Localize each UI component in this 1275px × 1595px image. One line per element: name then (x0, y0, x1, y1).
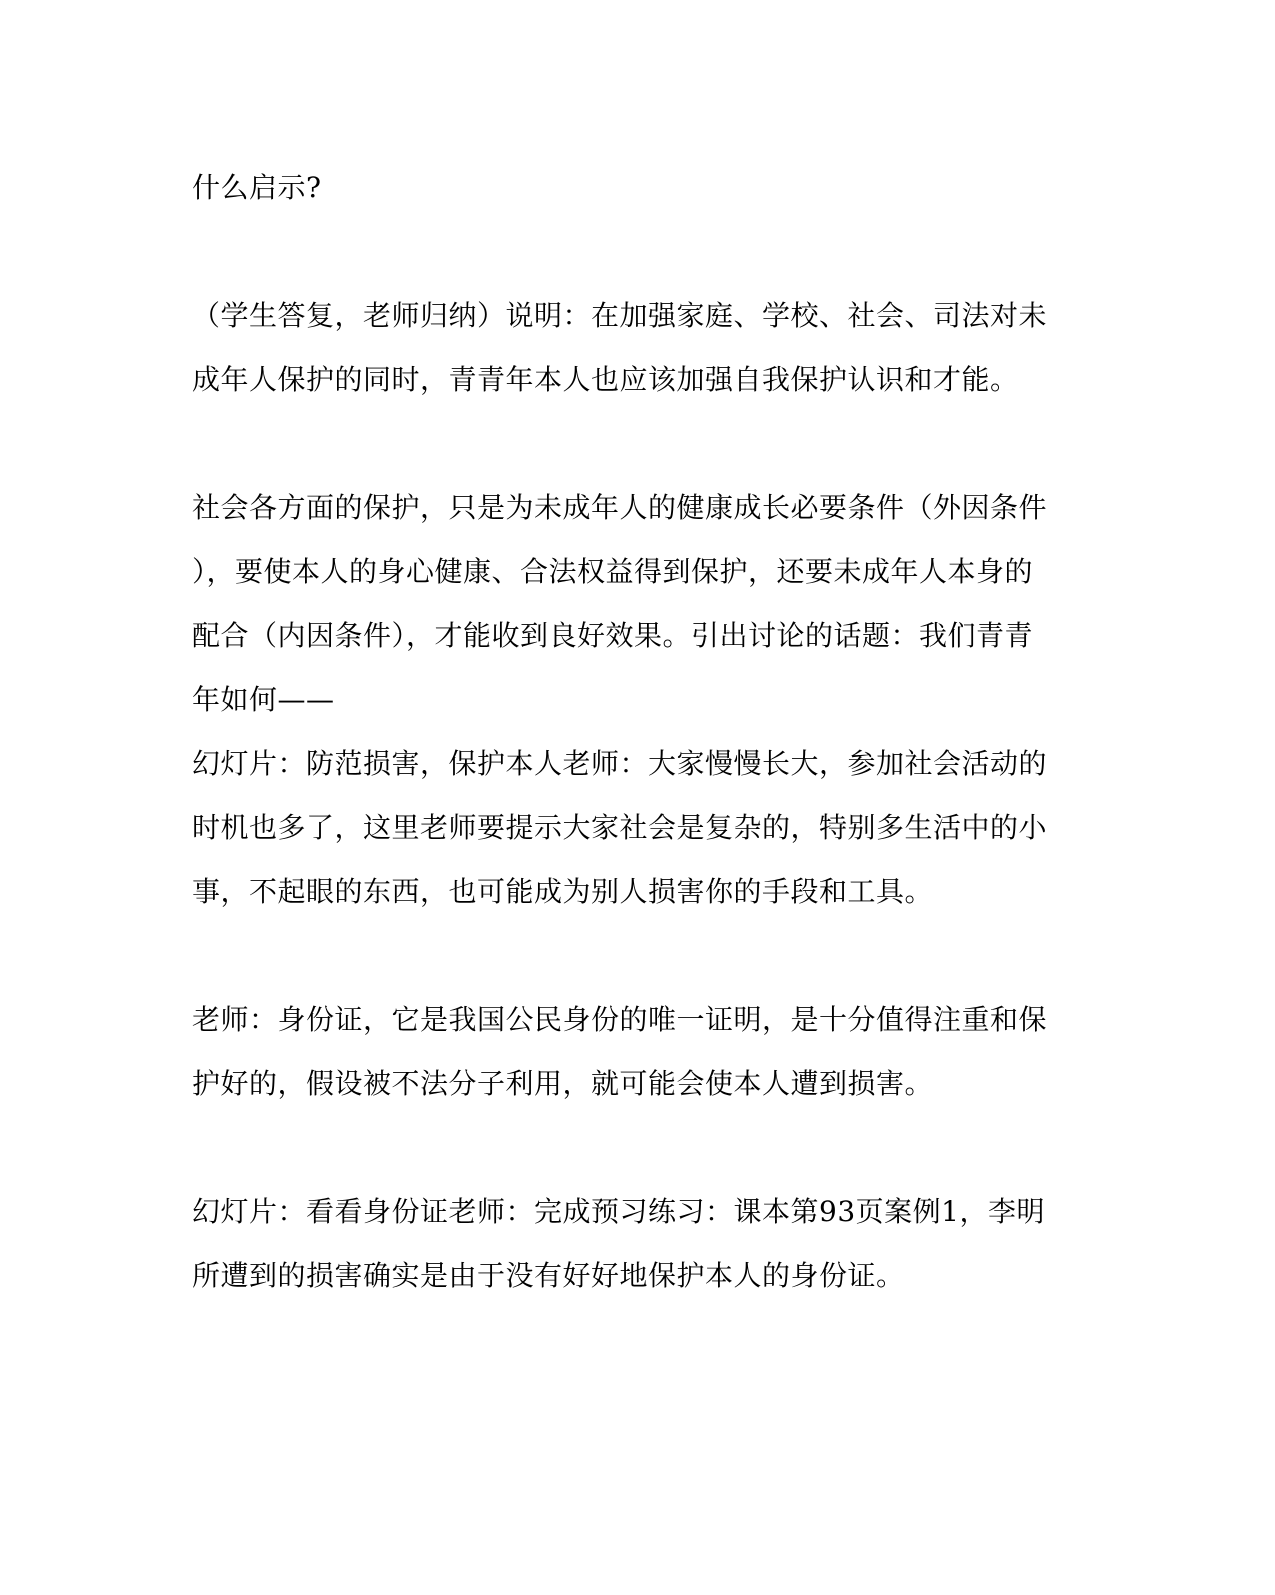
text-line: 什么启示? (192, 171, 322, 204)
text-line: 事，不起眼的东西，也可能成为别人损害你的手段和工具。 (192, 875, 934, 908)
text-line: 成年人保护的同时，青青年本人也应该加强自我保护认识和才能。 (192, 363, 1019, 396)
text-line: 配合（内因条件），才能收到良好效果。引出讨论的话题：我们青青 (192, 619, 1034, 652)
text-line: 社会各方面的保护，只是为未成年人的健康成长必要条件（外因条件 (192, 491, 1048, 524)
text-line: 幻灯片：防范损害，保护本人老师：大家慢慢长大，参加社会活动的 (192, 747, 1048, 780)
text-line: ），要使本人的身心健康、合法权益得到保护，还要未成年人本身的 (192, 555, 1034, 588)
text-line: 幻灯片：看看身份证老师：完成预习练习：课本第93页案例1，李明 (192, 1195, 1045, 1228)
text-line: 时机也多了，这里老师要提示大家社会是复杂的，特别多生活中的小 (192, 811, 1048, 844)
text-line: 所遭到的损害确实是由于没有好好地保护本人的身份证。 (192, 1259, 905, 1292)
text-line: 年如何—— (192, 683, 335, 716)
text-line: 老师：身份证，它是我国公民身份的唯一证明，是十分值得注重和保 (192, 1003, 1048, 1036)
text-line: （学生答复，老师归纳）说明：在加强家庭、学校、社会、司法对未 (192, 299, 1048, 332)
text-line: 护好的，假设被不法分子利用，就可能会使本人遭到损害。 (192, 1067, 934, 1100)
